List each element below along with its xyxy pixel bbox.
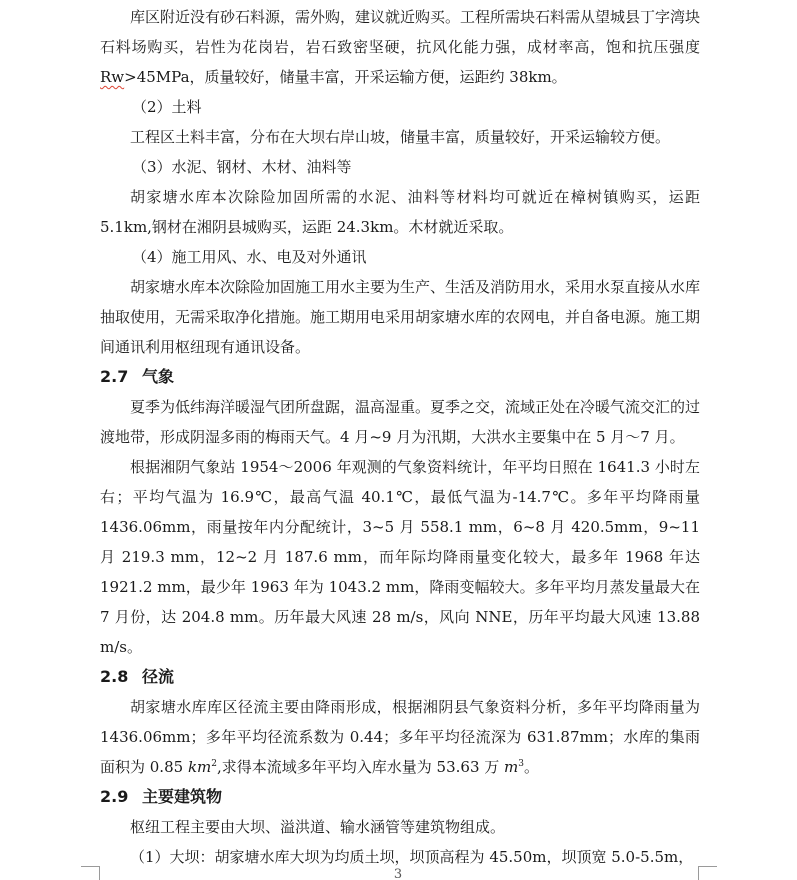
section-title: 主要建筑物: [142, 787, 223, 806]
superscript: 3: [518, 759, 525, 769]
paragraph-text-tail: >45MPa，质量较好，储量丰富，开采运输方便，运距约 38km。: [124, 68, 567, 86]
section-heading-structures: [100, 782, 700, 812]
paragraph-climate-2: 根据湘阴气象站 1954～2006 年观测的气象资料统计，年平均日照在 1641.3 小时左右；平均气温为 16.9℃，最高气温 40.1℃，最低气温为-14.7℃。多年平均降雨量 1436.06mm，雨量按年内分配统计，3~5 月 558.1 mm，6~8 月 420.5mm，9~11 月 219.3 mm，12~2 月 187.6 mm，而年际均降雨量变化较大，最多年 1968 年达 1921.2 mm，最少年 1963 年为 1043.2 mm，降雨变幅较大。多年平均月蒸发量最大在 7 月份，达 204.8 mm。历年最大风速 28 m/s，风向 NNE，历年平均最大风速 13.88 m/s。: [100, 458, 700, 656]
subheading-utilities: （4）施工用风、水、电及对外通讯: [132, 248, 367, 266]
paragraph-text: ,求得本流域多年平均入库水量为 53.63 万: [217, 758, 500, 776]
paragraph-sand-stone: [100, 2, 700, 92]
paragraph-text: 库区附近没有砂石料源，需外购，建议就近购买。工程所需块石料需从望城县丁字湾块石料场购买，岩性为花岗岩，岩石致密坚硬，抗风化能力强，成材率高，饱和抗压强度: [100, 8, 701, 56]
page-number: 3: [393, 867, 403, 880]
paragraph-climate-1: 夏季为低纬海洋暖湿气团所盘踞，温高湿重。夏季之交，流域正处在冷暖气流交汇的过渡地带，形成阴湿多雨的梅雨天气。4 月~9 月为汛期，大洪水主要集中在 5 月～7 月。: [100, 398, 701, 446]
paragraph-structures-1: 枢纽工程主要由大坝、溢洪道、输水涵管等建筑物组成。: [130, 818, 506, 836]
section-heading-runoff: [100, 662, 700, 692]
subheading-soil: （2）土料: [132, 98, 202, 116]
superscript: 2: [211, 759, 218, 769]
section-number: 2.7: [100, 367, 129, 386]
unit-m: m: [504, 758, 519, 776]
paragraph-text: 。: [524, 758, 540, 776]
section-title: 气象: [142, 367, 175, 386]
section-title: 径流: [142, 667, 175, 686]
paragraph-soil: 工程区土料丰富，分布在大坝右岸山坡，储量丰富，质量较好，开采运输较方便。: [130, 128, 671, 146]
paragraph-structures-2: （1）大坝：胡家塘水库大坝为均质土坝，坝顶高程为 45.50m，坝顶宽 5.0-5.5m，: [130, 848, 694, 866]
paragraph-text: 胡家塘水库库区径流主要由降雨形成，根据湘阴县气象资料分析，多年平均降雨量为 1436.06mm；多年平均径流系数为 0.44；多年平均径流深为 631.87mm；水库的集雨面积为 0.85: [100, 698, 700, 776]
paragraph-utilities: 胡家塘水库本次除险加固施工用水主要为生产、生活及消防用水，采用水泵直接从水库抽取使用，无需采取净化措施。施工期用电采用胡家塘水库的农网电，并自备电源。施工期间通讯利用枢纽现有通讯设备。: [100, 278, 701, 356]
document-body: [100, 2, 700, 872]
paragraph-materials: 胡家塘水库本次除险加固所需的水泥、油料等材料均可就近在樟树镇购买，运距 5.1km,钢材在湘阴县城购买，运距 24.3km。木材就近采取。: [100, 188, 700, 236]
crop-mark-bottom-right: [698, 866, 717, 880]
section-number: 2.8: [100, 667, 129, 686]
section-heading-climate: [100, 362, 700, 392]
spellcheck-flagged-word[interactable]: Rw: [100, 68, 125, 86]
unit-km: km: [187, 758, 212, 776]
paragraph-runoff: [100, 692, 700, 782]
subheading-materials: （3）水泥、钢材、木材、油料等: [132, 158, 352, 176]
section-number: 2.9: [100, 787, 129, 806]
crop-mark-bottom-left: [81, 866, 100, 880]
